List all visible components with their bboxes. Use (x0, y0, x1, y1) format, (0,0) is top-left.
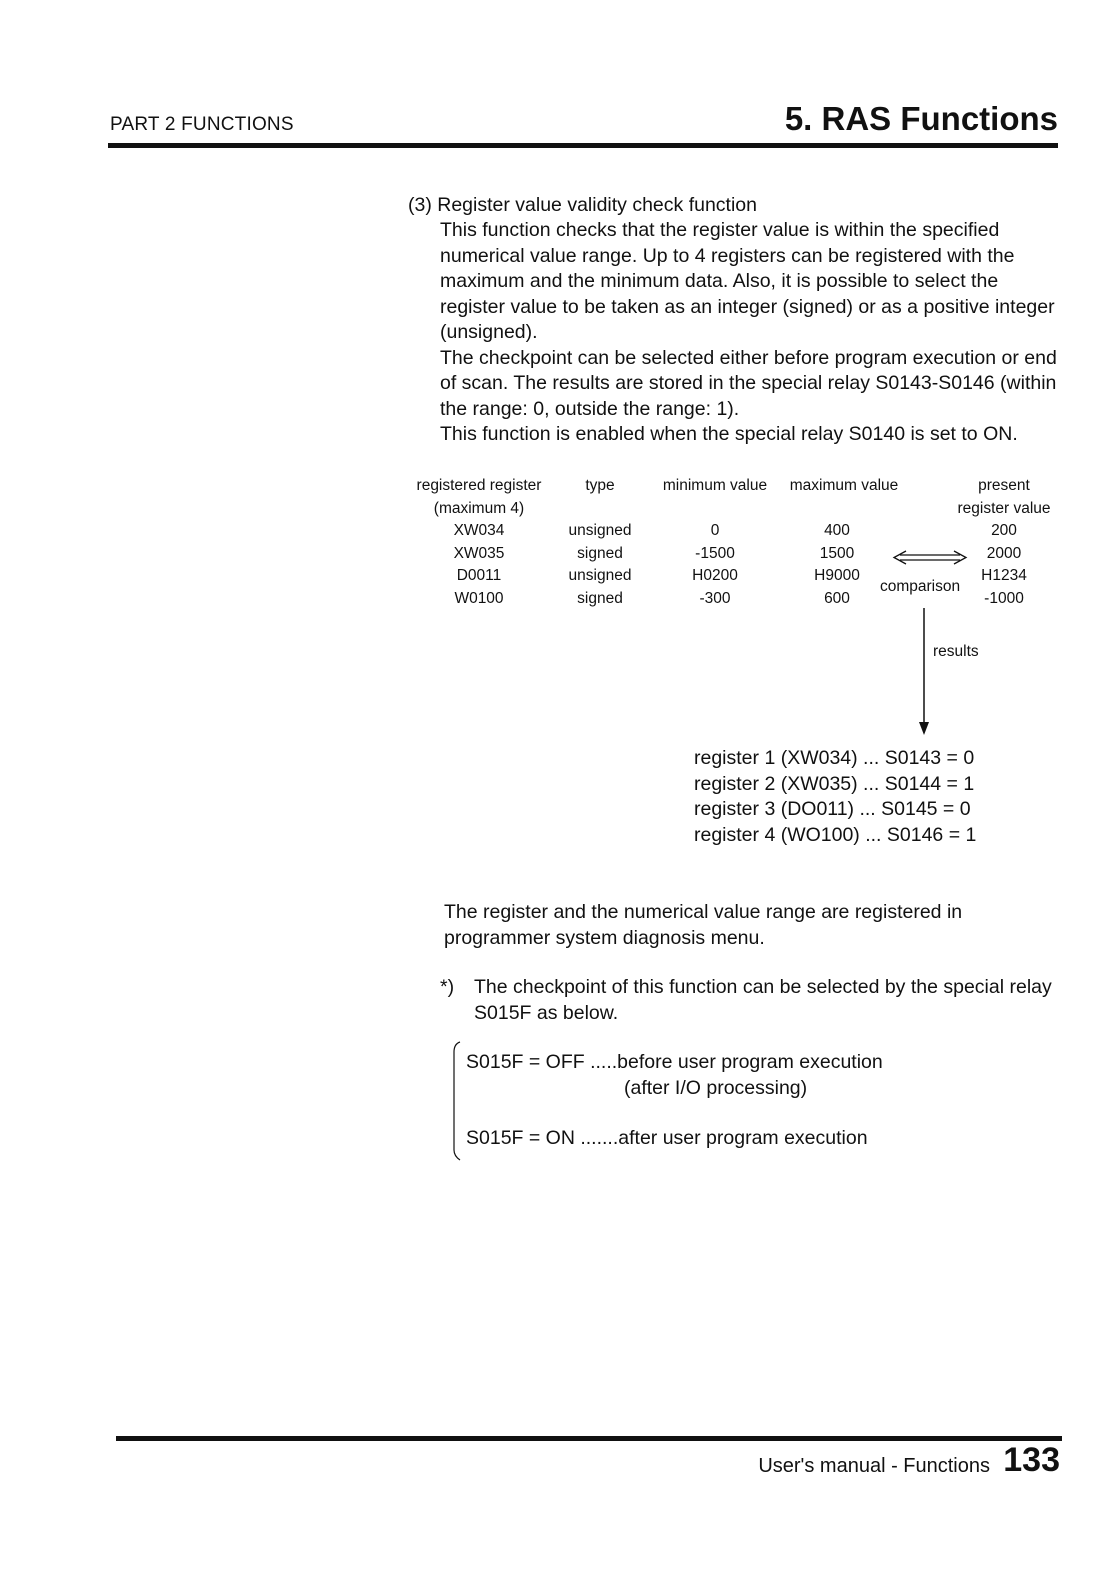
cell: 2000 (986, 544, 1022, 562)
cell: signed (577, 544, 623, 562)
cell: 0 (710, 522, 720, 539)
column-header: type (585, 477, 615, 494)
column-present-value (948, 475, 1060, 610)
result-item: register 1 (XW034) ... S0143 = 0 (694, 747, 975, 769)
page-number: 133 (1003, 1441, 1060, 1479)
column-header: present (978, 477, 1030, 494)
cell: 400 (824, 522, 850, 539)
result-item: register 3 (DO011) ... S0145 = 0 (694, 798, 971, 820)
cell: -1500 (695, 544, 735, 562)
brace-icon (448, 1040, 464, 1162)
section-body (440, 218, 1065, 448)
column-header: minimum value (662, 477, 768, 494)
footer-rule (116, 1436, 1062, 1441)
column-header: registered register (416, 477, 542, 494)
footer-text: User's manual - Functions (758, 1455, 990, 1477)
cell: unsigned (568, 522, 632, 539)
cell: -300 (699, 589, 731, 607)
cell: signed (577, 589, 623, 607)
cell: 1500 (819, 544, 855, 562)
paragraph: This function checks that the register value is within the specified numerical value range. Up to 4 registers can be registered with the maximum and the minimum data. Also, it is possible to select the register value to be taken as an integer (signed) or as a positive integer (unsigned). (440, 219, 1055, 343)
cell: 600 (824, 589, 850, 607)
cell: W0100 (454, 589, 504, 607)
comparison-label: comparison (880, 578, 961, 595)
cell: 200 (991, 522, 1017, 539)
cell: H0200 (692, 567, 738, 584)
registration-note: The register and the numerical value range are registered in programmer system diagnosis menu. (444, 901, 963, 949)
cell: XW035 (453, 544, 505, 562)
cell: H1234 (981, 567, 1027, 584)
chapter-title: 5. RAS Functions (784, 100, 1058, 137)
down-arrow-icon (916, 608, 932, 738)
cell: D0011 (456, 567, 502, 584)
column-minimum-value (654, 475, 776, 610)
header-part: PART 2 FUNCTIONS (110, 114, 294, 135)
cell: H9000 (814, 567, 860, 584)
header-rule (108, 143, 1058, 148)
off-setting-detail: (after I/O processing) (624, 1077, 808, 1099)
paragraph: This function is enabled when the special relay S0140 is set to ON. (440, 423, 1018, 445)
paragraph: The checkpoint can be selected either before program execution or end of scan. The results are stored in the special relay S0143-S0146 (within the range: 0, outside the range: 1). (440, 346, 1057, 420)
on-setting: S015F = ON .......after user program execution (466, 1127, 868, 1149)
asterisk-marker: *) (440, 976, 455, 998)
column-header: register value (957, 499, 1051, 517)
result-item: register 2 (XW035) ... S0144 = 1 (694, 772, 975, 795)
column-header: maximum value (789, 477, 899, 494)
double-arrow-icon (890, 550, 970, 566)
cell: -1000 (984, 589, 1024, 607)
cell: XW034 (453, 522, 505, 539)
section-title: (3) Register value validity check function (408, 194, 757, 216)
checkpoint-note: The checkpoint of this function can be selected by the special relay S015F as below. (474, 976, 1052, 1024)
results-label: results (933, 643, 979, 660)
result-item: register 4 (WO100) ... S0146 = 1 (694, 823, 977, 846)
off-setting: S015F = OFF .....before user program execution (466, 1051, 883, 1073)
column-header: (maximum 4) (433, 499, 525, 517)
cell: unsigned (568, 567, 632, 584)
column-type (555, 475, 645, 610)
column-registered-register (405, 475, 553, 610)
results-list (694, 746, 976, 848)
